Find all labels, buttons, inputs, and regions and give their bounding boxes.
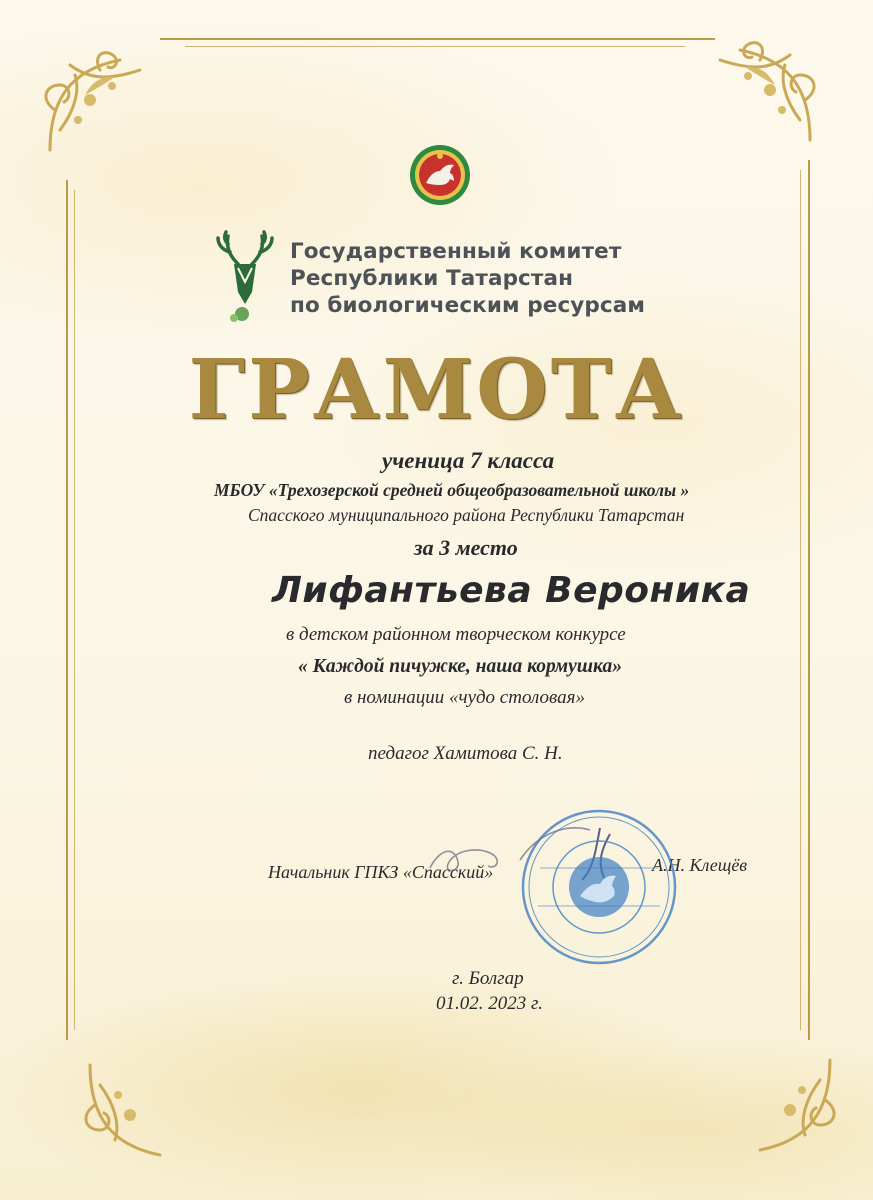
- place-awarded: за 3 место: [414, 535, 518, 560]
- contest-name: « Каждой пичужке, наша кормушка»: [298, 656, 622, 677]
- school-name: МБОУ «Трехозерской средней общеобразовательной школы »: [214, 480, 690, 500]
- organization-name: [290, 238, 690, 319]
- gold-floral-corner-icon: [70, 1045, 200, 1175]
- frame-left-line: [66, 180, 68, 1040]
- contest-description: в детском районном творческом конкурсе: [286, 624, 626, 645]
- student-grade: ученица 7 класса: [382, 448, 555, 473]
- nomination: в номинации «чудо столовая»: [344, 687, 585, 708]
- signatory-name: А.Н. Клещёв: [652, 855, 748, 875]
- certificate-title: ГРАМОТА: [188, 342, 685, 438]
- district-name: Спасского муниципального района Республики Татарстан: [248, 505, 685, 525]
- frame-right-line: [808, 160, 810, 1040]
- recipient-name: Лифантьева Вероника: [272, 570, 751, 611]
- deer-logo-icon: [212, 230, 278, 324]
- org-line-2: Республики Татарстан: [290, 266, 574, 291]
- org-line-1: Государственный комитет: [290, 239, 622, 264]
- org-line-3: по биологическим ресурсам: [290, 293, 646, 318]
- city: г. Болгар: [452, 968, 524, 989]
- tatarstan-emblem-icon: [408, 143, 472, 207]
- frame-right-line-inner: [800, 170, 801, 1030]
- official-stamp-icon: [520, 808, 678, 966]
- gold-floral-corner-icon: [700, 30, 830, 160]
- signatory-position: Начальник ГПКЗ «Спасский»: [268, 862, 494, 882]
- gold-floral-corner-icon: [30, 40, 160, 170]
- gold-floral-corner-icon: [720, 1040, 850, 1170]
- frame-top-line-inner: [185, 46, 685, 47]
- frame-left-line-inner: [74, 190, 75, 1030]
- teacher: педагог Хамитова С. Н.: [368, 743, 563, 764]
- frame-top-line: [160, 38, 715, 40]
- issue-date: 01.02. 2023 г.: [436, 993, 543, 1014]
